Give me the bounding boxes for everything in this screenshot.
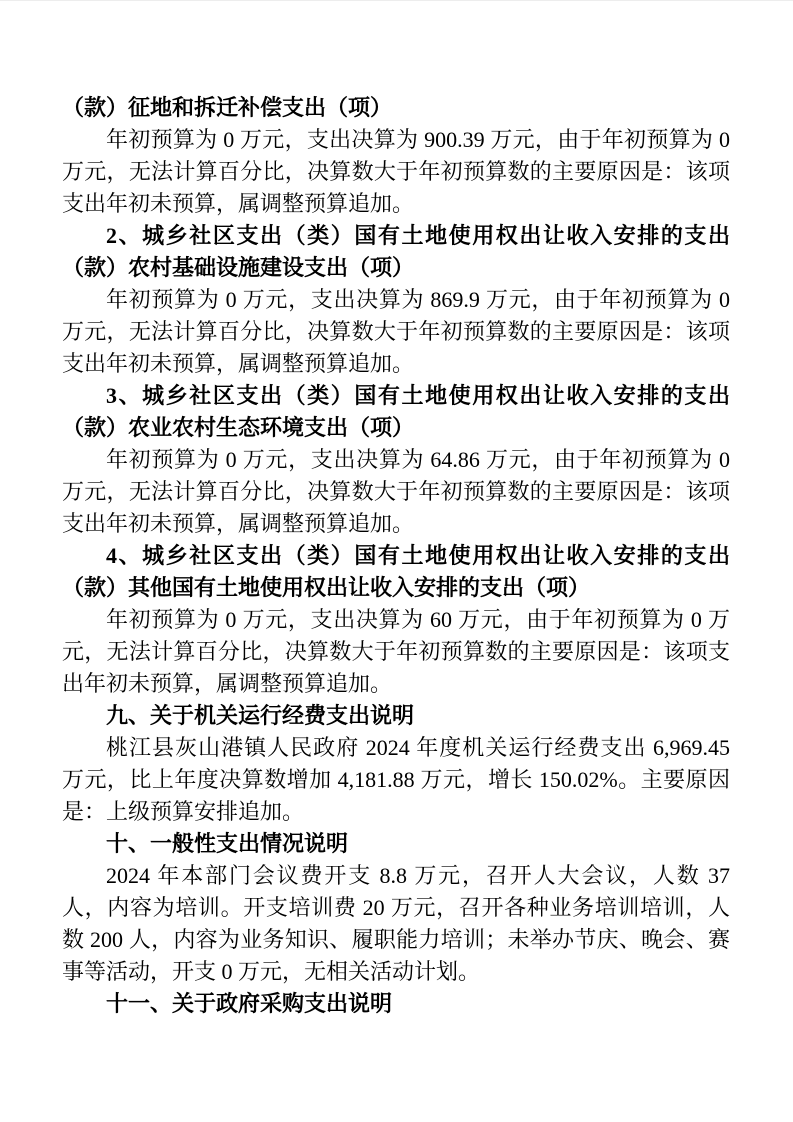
section-body-paragraph: 桃江县灰山港镇人民政府 2024 年度机关运行经费支出 6,969.45 万元，比上年度决算数增加 4,181.88 万元，增长 150.02%。主要原因是：上级预算安排追加。 (62, 735, 730, 824)
document-body (62, 92, 730, 1020)
section-heading: 十一、关于政府采购支出说明 (106, 991, 393, 1016)
section-body-paragraph: 2024 年本部门会议费开支 8.8 万元，召开人大会议，人数 37 人，内容为培训。开支培训费 20 万元，召开各种业务培训培训，人数 200 人，内容为业务知识、履职能力培训；未举办节庆、晚会、赛事等活动，开支 0 万元，无相关活动计划。 (62, 863, 730, 984)
section-body-paragraph: 年初预算为 0 万元，支出决算为 869.9 万元，由于年初预算为 0 万元，无法计算百分比，决算数大于年初预算数的主要原因是：该项支出年初未预算，属调整预算追加。 (62, 287, 730, 376)
section-body-paragraph: 年初预算为 0 万元，支出决算为 900.39 万元，由于年初预算为 0 万元，无法计算百分比，决算数大于年初预算数的主要原因是：该项支出年初未预算，属调整预算追加。 (62, 127, 730, 216)
section-heading: 2、城乡社区支出（类）国有土地使用权出让收入安排的支出（款）农村基础设施建设支出（项） (62, 223, 730, 280)
section-heading: 九、关于机关运行经费支出说明 (106, 703, 415, 728)
section-body-paragraph: 年初预算为 0 万元，支出决算为 64.86 万元，由于年初预算为 0 万元，无法计算百分比，决算数大于年初预算数的主要原因是：该项支出年初未预算，属调整预算追加。 (62, 447, 730, 536)
section-body-paragraph: 年初预算为 0 万元，支出决算为 60 万元，由于年初预算为 0 万元，无法计算百分比，决算数大于年初预算数的主要原因是：该项支出年初未预算，属调整预算追加。 (62, 607, 730, 696)
section-heading: 十、一般性支出情况说明 (106, 831, 349, 856)
section-heading: 4、城乡社区支出（类）国有土地使用权出让收入安排的支出（款）其他国有土地使用权出让收入安排的支出（项） (62, 543, 730, 600)
section-heading: （款）征地和拆迁补偿支出（项） (62, 95, 393, 120)
section-heading: 3、城乡社区支出（类）国有土地使用权出让收入安排的支出（款）农业农村生态环境支出（项） (62, 383, 730, 440)
